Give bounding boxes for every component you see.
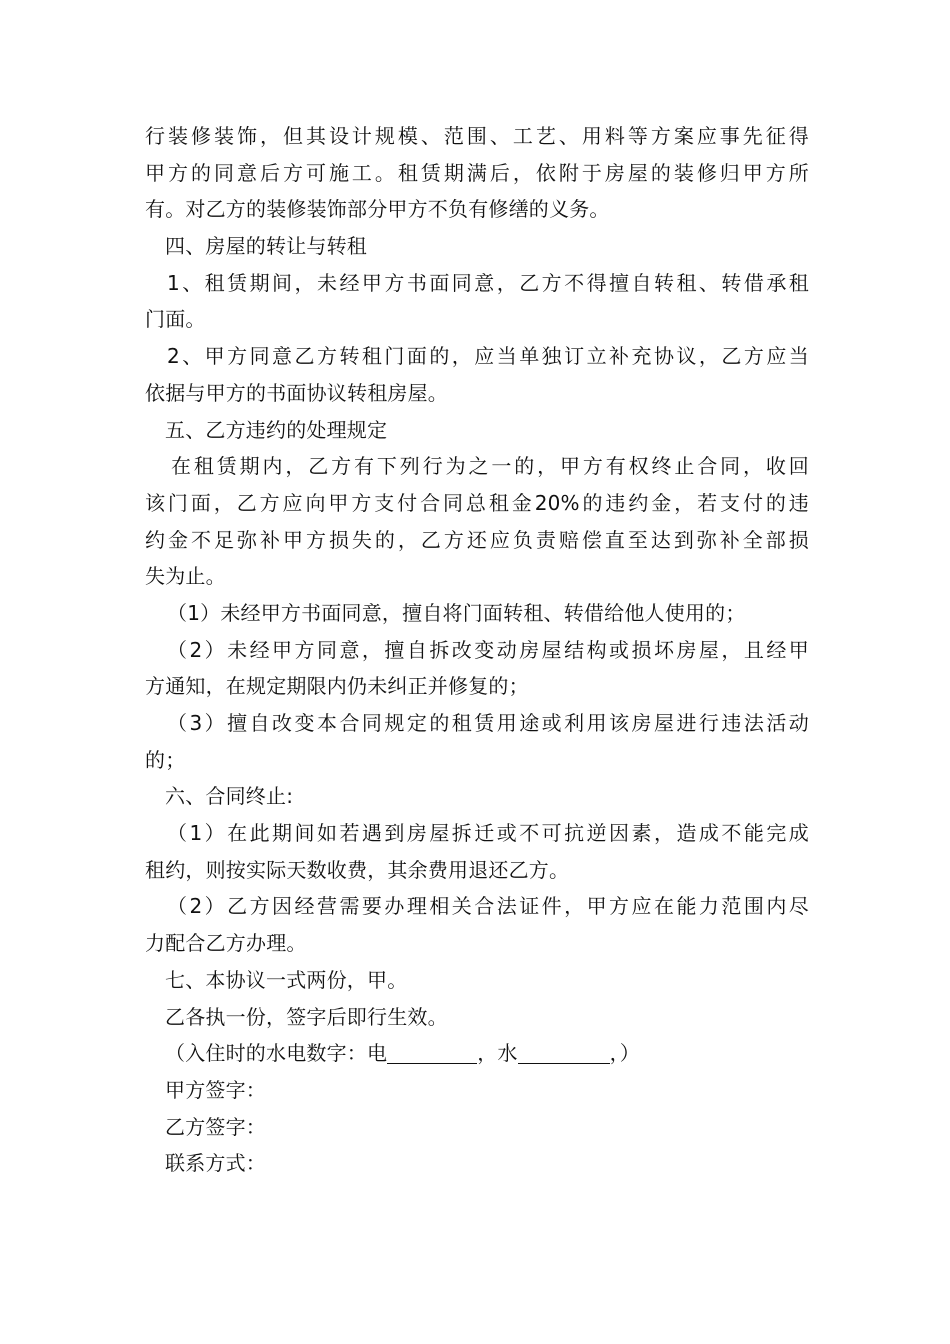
electricity-blank: [387, 1041, 477, 1064]
section-heading-transfer: 四、房屋的转让与转租: [165, 234, 367, 259]
section-heading-termination: 六、合同终止:: [165, 784, 294, 809]
clause-line: 租约，则按实际天数收费，其余费用退还乙方。: [145, 857, 570, 882]
clause-line: 的；: [145, 747, 186, 772]
paragraph-line: 有。对乙方的装修装饰部分甲方不负有修缮的义务。: [145, 197, 610, 222]
clause-line: 门面。: [145, 307, 206, 332]
utility-reading-line: [145, 1035, 809, 1072]
clause-line: （3）擅自改变本合同规定的租赁用途或利用该房屋进行违法活动: [167, 711, 809, 735]
clause-line: （1）未经甲方书面同意，擅自将门面转租、转借给他人使用的；: [167, 600, 746, 625]
paragraph-line: 在租赁期内，乙方有下列行为之一的，甲方有权终止合同，收回: [171, 454, 809, 479]
contact-info: 联系方式：: [165, 1151, 266, 1176]
party-a-signature: 甲方签字：: [165, 1077, 266, 1102]
clause-line: 方通知，在规定期限内仍未纠正并修复的；: [145, 674, 529, 699]
clause-line: 力配合乙方办理。: [145, 931, 307, 956]
section-heading-copies: 七、本协议一式两份，甲。: [165, 967, 408, 992]
water-blank: [518, 1041, 610, 1064]
contract-body: [145, 118, 809, 1182]
utility-reading-open: （入住时的水电数字：电: [165, 1041, 388, 1066]
clause-line: 依据与甲方的书面协议转租房屋。: [145, 380, 448, 405]
clause-line: 1、租赁期间，未经甲方书面同意，乙方不得擅自转租、转借承租: [167, 270, 809, 295]
paragraph-line: 行装修装饰，但其设计规模、范围、工艺、用料等方案应事先征得: [145, 124, 809, 148]
party-b-signature: 乙方签字：: [165, 1114, 266, 1139]
paragraph-line: 约金不足弥补甲方损失的，乙方还应负责赔偿直至达到弥补全部损: [145, 527, 809, 552]
paragraph-line: 甲方的同意后方可施工。租赁期满后，依附于房屋的装修归甲方所: [145, 160, 809, 185]
clause-line: 2、甲方同意乙方转租门面的，应当单独订立补充协议，乙方应当: [167, 344, 809, 369]
utility-reading-close: ，）: [609, 1041, 641, 1066]
clause-line: （2）乙方因经营需要办理相关合法证件，甲方应在能力范围内尽: [167, 894, 809, 919]
paragraph-line: 该门面，乙方应向甲方支付合同总租金20%的违约金，若支付的违: [145, 490, 809, 515]
clause-line: （1）在此期间如若遇到房屋拆迁或不可抗逆因素，造成不能完成: [167, 821, 809, 846]
paragraph-line: 乙各执一份，签字后即行生效。: [165, 1004, 448, 1029]
utility-reading-mid: ，水: [477, 1041, 518, 1066]
section-heading-breach: 五、乙方违约的处理规定: [165, 417, 388, 442]
paragraph-line: 失为止。: [145, 564, 226, 589]
clause-line: （2）未经甲方同意，擅自拆改变动房屋结构或损坏房屋，且经甲: [167, 637, 809, 662]
